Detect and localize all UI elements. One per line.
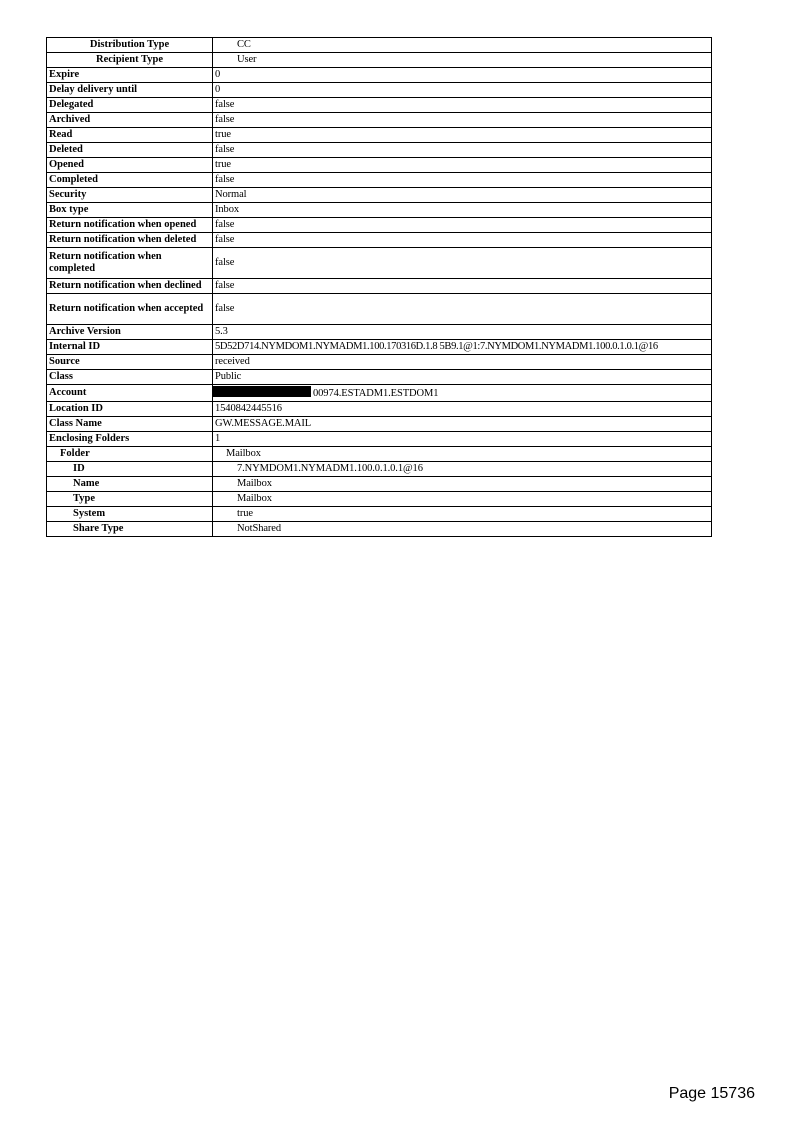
table-row	[47, 233, 712, 248]
row-key: Security	[47, 188, 213, 203]
row-value: User	[213, 53, 712, 68]
row-key: Account	[47, 385, 213, 402]
row-value: Mailbox	[213, 447, 712, 462]
table-row	[47, 188, 712, 203]
page-number: Page 15736	[668, 1085, 755, 1102]
row-key: Return notification when declined	[47, 279, 213, 294]
table-row	[47, 68, 712, 83]
row-value: false	[213, 294, 712, 325]
table-row	[47, 294, 712, 325]
row-key: Return notification when accepted	[47, 294, 213, 325]
row-key: Completed	[47, 173, 213, 188]
table-row	[47, 143, 712, 158]
row-value: false	[213, 233, 712, 248]
row-value: true	[213, 128, 712, 143]
row-value: false	[213, 98, 712, 113]
row-key: Recipient Type	[47, 53, 213, 68]
table-row	[47, 98, 712, 113]
row-key: Location ID	[47, 402, 213, 417]
row-value: Mailbox	[213, 477, 712, 492]
row-value: 7.NYMDOM1.NYMADM1.100.0.1.0.1@16	[213, 462, 712, 477]
row-value: 0	[213, 68, 712, 83]
row-key: Box type	[47, 203, 213, 218]
row-key: Archived	[47, 113, 213, 128]
table-row	[47, 128, 712, 143]
table-row	[47, 173, 712, 188]
row-key: Delegated	[47, 98, 213, 113]
table-row	[47, 462, 712, 477]
table-row	[47, 279, 712, 294]
table-row	[47, 507, 712, 522]
row-value: false	[213, 143, 712, 158]
table-row	[47, 492, 712, 507]
table-row	[47, 340, 712, 355]
row-value: GW.MESSAGE.MAIL	[213, 417, 712, 432]
table-row	[47, 402, 712, 417]
row-key: Distribution Type	[47, 38, 213, 53]
row-key: Archive Version	[47, 325, 213, 340]
row-key: Internal ID	[47, 340, 213, 355]
table-row	[47, 385, 712, 402]
row-key: Source	[47, 355, 213, 370]
table-row	[47, 218, 712, 233]
row-key: Expire	[47, 68, 213, 83]
row-value: 0	[213, 83, 712, 98]
row-key: ID	[47, 462, 213, 477]
row-value: false	[213, 173, 712, 188]
table-row	[47, 38, 712, 53]
row-value: NotShared	[213, 522, 712, 537]
table-row	[47, 203, 712, 218]
row-value: Normal	[213, 188, 712, 203]
table-row	[47, 355, 712, 370]
row-key: Delay delivery until	[47, 83, 213, 98]
table-row	[47, 83, 712, 98]
row-key: Return notification when opened	[47, 218, 213, 233]
account-value: 00974.ESTADM1.ESTDOM1	[313, 388, 439, 399]
row-value: 1540842445516	[213, 402, 712, 417]
table-row	[47, 53, 712, 68]
table-row	[47, 417, 712, 432]
row-key: Deleted	[47, 143, 213, 158]
row-key: Share Type	[47, 522, 213, 537]
message-properties-table	[46, 37, 712, 537]
table-row	[47, 325, 712, 340]
row-value: Public	[213, 370, 712, 385]
table-row	[47, 447, 712, 462]
row-key: Class Name	[47, 417, 213, 432]
redaction-bar	[213, 386, 311, 397]
row-key: Enclosing Folders	[47, 432, 213, 447]
table-row	[47, 477, 712, 492]
table-row	[47, 370, 712, 385]
row-value: 1	[213, 432, 712, 447]
row-value: Inbox	[213, 203, 712, 218]
row-value: received	[213, 355, 712, 370]
row-value-account	[213, 385, 712, 402]
row-value: 5D52D714.NYMDOM1.NYMADM1.100.170316D.1.8 5B9.1@1:7.NYMDOM1.NYMADM1.100.0.1.0.1@16	[213, 340, 712, 355]
row-value: false	[213, 113, 712, 128]
row-key: Class	[47, 370, 213, 385]
table-row	[47, 432, 712, 447]
row-key: Name	[47, 477, 213, 492]
row-value: true	[213, 158, 712, 173]
table-row	[47, 248, 712, 279]
row-value: true	[213, 507, 712, 522]
table-row	[47, 113, 712, 128]
table-row	[47, 158, 712, 173]
row-value: Mailbox	[213, 492, 712, 507]
row-key: Return notification when completed	[47, 248, 213, 279]
row-key: System	[47, 507, 213, 522]
row-value: false	[213, 248, 712, 279]
row-value: 5.3	[213, 325, 712, 340]
row-value: false	[213, 218, 712, 233]
row-key: Opened	[47, 158, 213, 173]
row-key: Folder	[47, 447, 213, 462]
row-key: Type	[47, 492, 213, 507]
row-key: Return notification when deleted	[47, 233, 213, 248]
row-key: Read	[47, 128, 213, 143]
row-value: false	[213, 279, 712, 294]
table-row	[47, 522, 712, 537]
row-value: CC	[213, 38, 712, 53]
